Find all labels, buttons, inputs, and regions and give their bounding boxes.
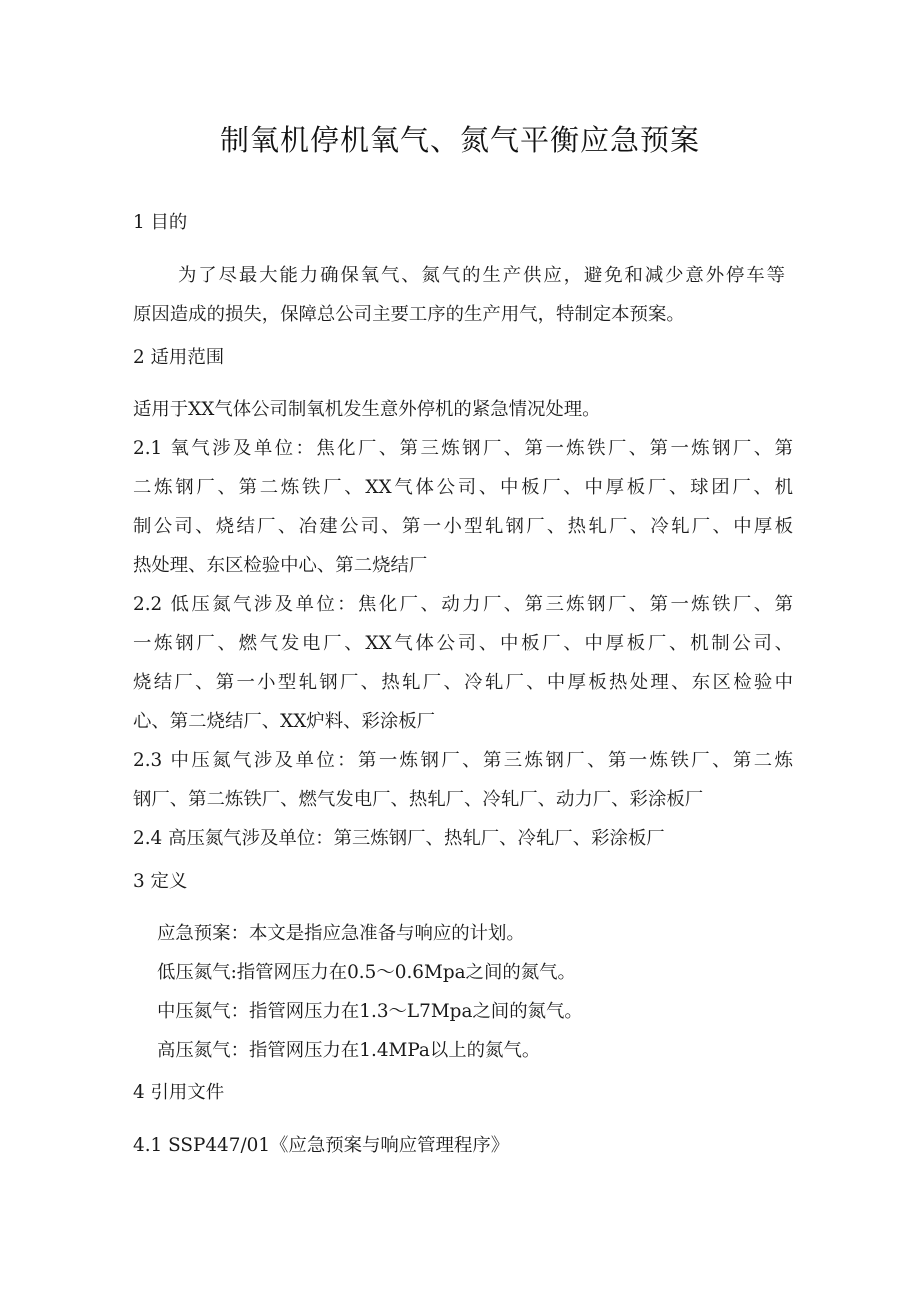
list-item-line: 二炼钢厂、第二炼铁厂、XX气体公司、中板厂、中厚板厂、球团厂、机 xyxy=(133,477,793,498)
list-item-line: 热处理、东区检验中心、第二烧结厂 xyxy=(133,555,428,576)
paragraph-line: 为了尽最大能力确保氧气、氮气的生产供应，避免和减少意外停车等 xyxy=(178,265,785,286)
list-item-line: 心、第二烧结厂、XX炉料、彩涂板厂 xyxy=(133,711,436,732)
list-item-line: 一炼钢厂、燃气发电厂、XX气体公司、中板厂、中厚板厂、机制公司、 xyxy=(133,633,793,654)
definition-line: 高压氮气：指管网压力在1.4MPa以上的氮气。 xyxy=(157,1040,541,1061)
section-heading-definitions: 3 定义 xyxy=(133,871,188,892)
list-item-line: 2.2 低压氮气涉及单位：焦化厂、动力厂、第三炼钢厂、第一炼铁厂、第 xyxy=(133,594,793,615)
paragraph-line: 原因造成的损失，保障总公司主要工序的生产用气，特制定本预案。 xyxy=(133,304,685,325)
section-heading-references: 4 引用文件 xyxy=(133,1082,225,1103)
section-heading-purpose: 1 目的 xyxy=(133,212,188,233)
list-item-line: 烧结厂、第一小型轧钢厂、热轧厂、冷轧厂、中厚板热处理、东区检验中 xyxy=(133,672,793,693)
definition-line: 低压氮气:指管网压力在0.5～0.6Mpa之间的氮气。 xyxy=(157,962,576,983)
list-item-line: 2.4 高压氮气涉及单位：第三炼钢厂、热轧厂、冷轧厂、彩涂板厂 xyxy=(133,828,665,849)
definition-line: 中压氮气：指管网压力在1.3～L7Mpa之间的氮气。 xyxy=(157,1001,583,1022)
document-title: 制氧机停机氧气、氮气平衡应急预案 xyxy=(219,123,700,157)
list-item-line: 2.1 氧气涉及单位：焦化厂、第三炼钢厂、第一炼铁厂、第一炼钢厂、第 xyxy=(133,438,793,459)
list-item-line: 制公司、烧结厂、冶建公司、第一小型轧钢厂、热轧厂、冷轧厂、中厚板 xyxy=(133,516,793,537)
section-heading-scope: 2 适用范围 xyxy=(133,347,225,368)
definition-line: 应急预案：本文是指应急准备与响应的计划。 xyxy=(157,923,525,944)
list-item-line: 钢厂、第二炼铁厂、燃气发电厂、热轧厂、冷轧厂、动力厂、彩涂板厂 xyxy=(133,789,704,810)
paragraph-line: 适用于XX气体公司制氧机发生意外停机的紧急情况处理。 xyxy=(133,399,601,420)
list-item-line: 2.3 中压氮气涉及单位：第一炼钢厂、第三炼钢厂、第一炼铁厂、第二炼 xyxy=(133,750,793,771)
reference-item: 4.1 SSP447/01《应急预案与响应管理程序》 xyxy=(133,1135,510,1156)
